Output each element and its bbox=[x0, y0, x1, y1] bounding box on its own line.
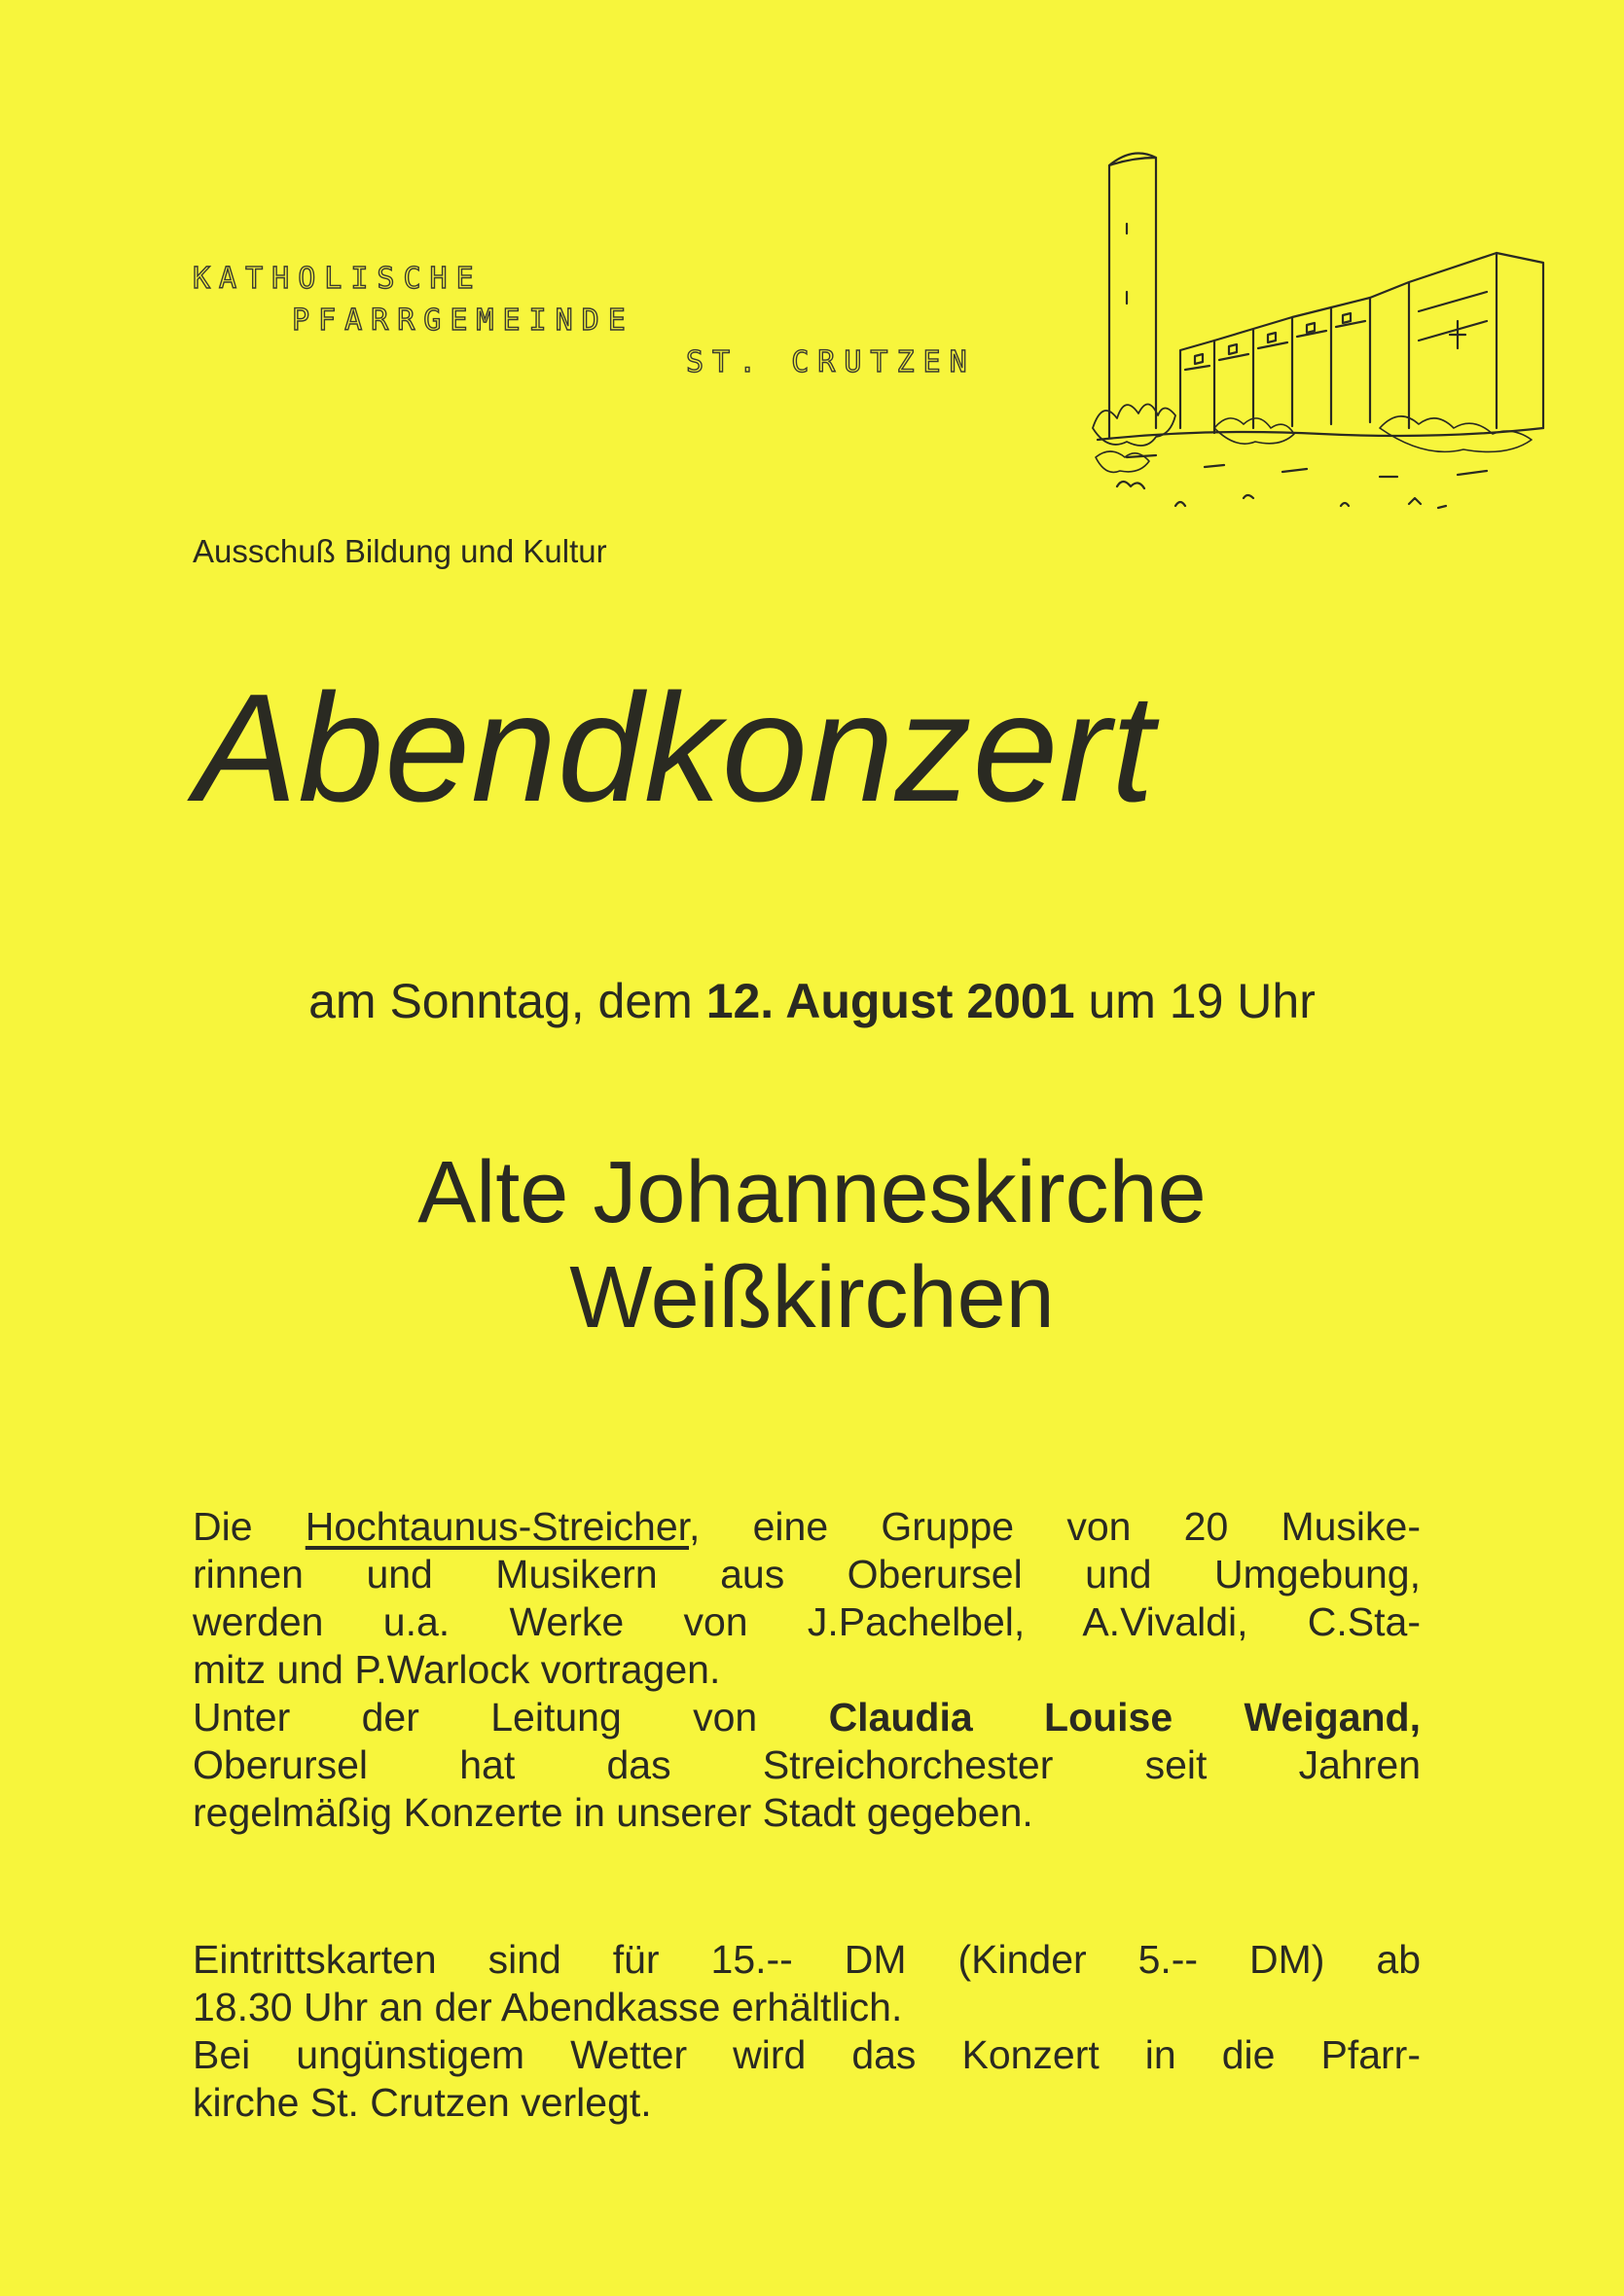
concert-date-line bbox=[0, 973, 1624, 1029]
concert-date: 12. August 2001 bbox=[705, 974, 1075, 1028]
text-segment: werden u.a. Werke von J.Pachelbel, A.Vivaldi, C.Sta- bbox=[193, 1599, 1421, 1644]
venue-name bbox=[0, 1140, 1624, 1350]
church-sketch-icon bbox=[1088, 136, 1555, 579]
text-segment: 18.30 Uhr an der Abendkasse erhältlich. bbox=[193, 1985, 903, 2029]
text-line bbox=[193, 1789, 1421, 1837]
venue-line-1: Alte Johanneskirche bbox=[417, 1144, 1207, 1241]
text-segment: Eintrittskarten sind für 15.-- DM (Kinder 5.-- DM) ab bbox=[193, 1937, 1421, 1982]
committee-name: Ausschuß Bildung und Kultur bbox=[193, 533, 607, 569]
parish-logo-line-2: PFARRGEMEINDE bbox=[292, 304, 634, 338]
date-suffix: um 19 Uhr bbox=[1088, 974, 1316, 1028]
parish-logo-line-3: ST. CRUTZEN bbox=[686, 345, 976, 379]
text-line bbox=[193, 1936, 1421, 1984]
text-line bbox=[193, 1598, 1421, 1646]
text-segment: rinnen und Musikern aus Oberursel und Umgebung, bbox=[193, 1552, 1421, 1596]
ensemble-name: Hochtaunus-Streicher bbox=[305, 1504, 690, 1549]
text-line bbox=[193, 2079, 1421, 2127]
text-line bbox=[193, 1984, 1421, 2031]
venue-line-2: Weißkirchen bbox=[569, 1249, 1055, 1346]
text-line bbox=[193, 1503, 1421, 1551]
date-prefix: am Sonntag, dem bbox=[308, 974, 693, 1028]
text-segment: Unter der Leitung von bbox=[193, 1695, 829, 1740]
conductor-name: Claudia Louise Weigand, bbox=[828, 1695, 1421, 1740]
text-segment: kirche St. Crutzen verlegt. bbox=[193, 2080, 652, 2125]
text-segment: , eine Gruppe von 20 Musike- bbox=[689, 1504, 1421, 1549]
description-paragraph bbox=[193, 1503, 1421, 1837]
text-line bbox=[193, 1741, 1421, 1789]
text-line bbox=[193, 1694, 1421, 1741]
text-segment: Bei ungünstigem Wetter wird das Konzert in die Pfarr- bbox=[193, 2032, 1421, 2077]
text-line bbox=[193, 2031, 1421, 2079]
text-line bbox=[193, 1646, 1421, 1694]
text-segment: regelmäßig Konzerte in unserer Stadt gegeben. bbox=[193, 1790, 1033, 1835]
text-segment: Oberursel hat das Streichorchester seit Jahren bbox=[193, 1742, 1421, 1787]
concert-title: Abendkonzert bbox=[195, 663, 1156, 834]
text-segment: mitz und P.Warlock vortragen. bbox=[193, 1647, 721, 1692]
ticket-info-paragraph bbox=[193, 1936, 1421, 2127]
text-line bbox=[193, 1551, 1421, 1598]
text-segment: Die bbox=[193, 1504, 306, 1549]
parish-logo-line-1: KATHOLISCHE bbox=[193, 262, 483, 296]
